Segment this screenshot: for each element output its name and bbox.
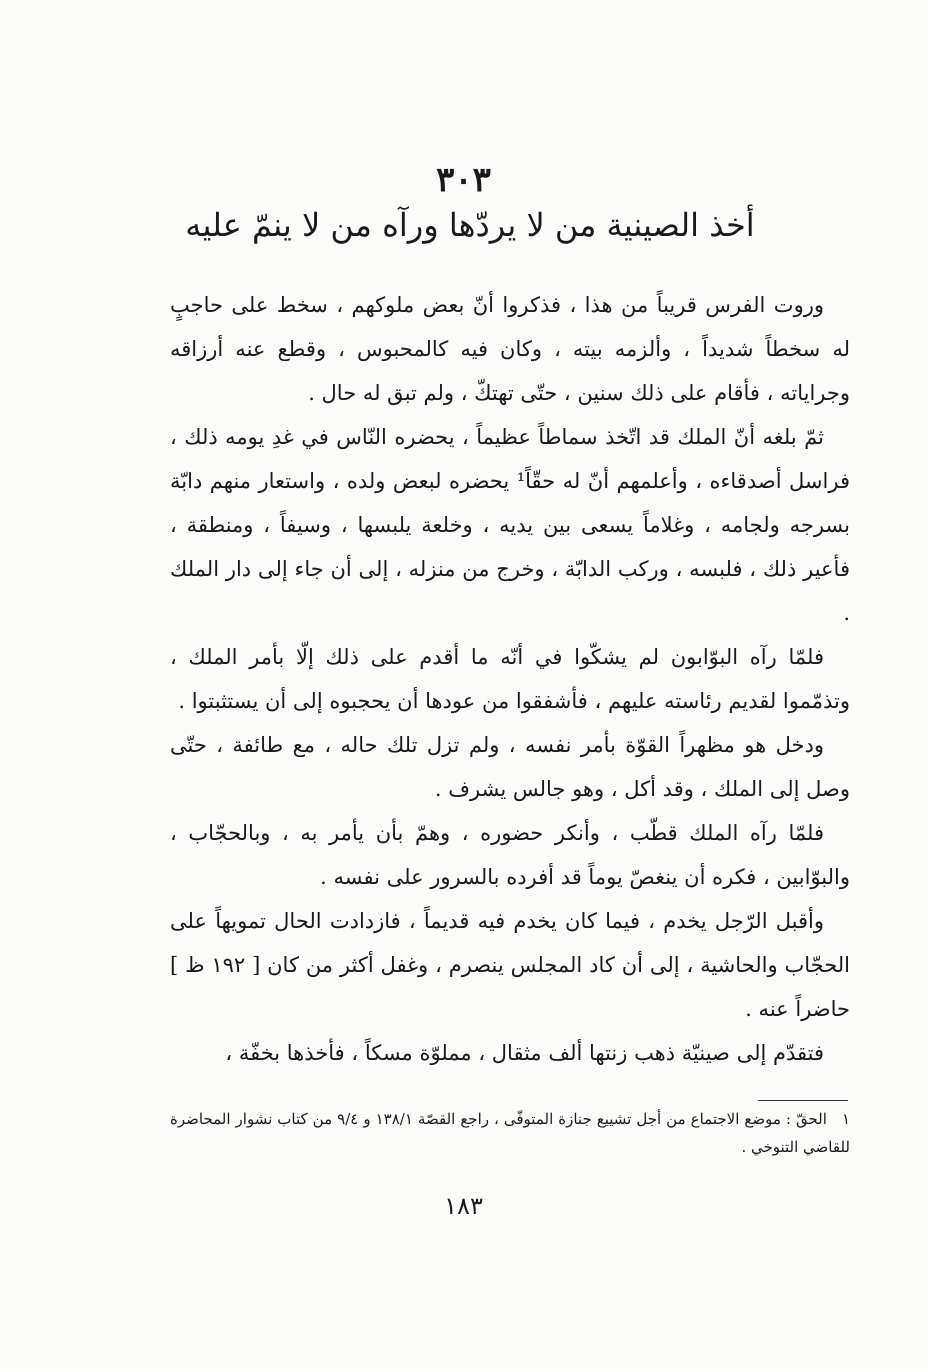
paragraph: وأقبل الرّجل يخدم ، فيما كان يخدم فيه قديماً ، فازدادت الحال تمويهاً على الحجّاب والحاشية ، إلى أن كاد المجلس ينصرم ، وغفل أكثر من كان [ ١٩٢ ظ ] حاضراً عنه .: [170, 909, 850, 1021]
paragraph: ثمّ بلغه أنّ الملك قد اتّخذ سماطاً عظيماً ، يحضره النّاس في غدِ يومه ذلك ، فراسل أصدقاءه ، وأعلمهم أنّ له حقّاً¹ يحضره لبعض ولده ، واستعار منهم دابّة بسرجه ولجامه ، وغلاماً يسعى بين يديه ، وخلعة يلبسها ، وسيفاً ، ومنطقة ، فأعير ذلك ، فلبسه ، وركب الدابّة ، وخرج من منزله ، إلى أن جاء إلى دار الملك .: [170, 425, 850, 625]
story-number: ٣٠٣: [436, 160, 491, 200]
paragraph: وروت الفرس قريباً من هذا ، فذكروا أنّ بعض ملوكهم ، سخط على حاجبٍ له سخطاً شديداً ، وألزمه بيته ، وكان فيه كالمحبوس ، وقطع عنه أرزاقه وجراياته ، فأقام على ذلك سنين ، حتّى تهتكّ ، ولم تبق له حال .: [170, 293, 850, 405]
paragraph: ودخل هو مظهراً القوّة بأمر نفسه ، ولم تزل تلك حاله ، مع طائفة ، حتّى وصل إلى الملك ، وقد أكل ، وهو جالس يشرف .: [170, 733, 850, 801]
paragraph: فلمّا رآه الملك قطّب ، وأنكر حضوره ، وهمّ بأن يأمر به ، وبالحجّاب ، والبوّابين ، فكره أن ينغصّ يوماً قد أفرده بالسرور على نفسه .: [170, 821, 850, 889]
footnote: [170, 1105, 850, 1161]
story-title: أخذ الصينية من لا يردّها ورآه من لا ينمّ عليه: [185, 206, 755, 244]
footnote-divider: [758, 1100, 848, 1101]
paragraph: فتقدّم إلى صينيّة ذهب زنتها ألف مثقال ، مملوّة مسكاً ، فأخذها بخفّة ،: [225, 1041, 824, 1065]
page-number: ١٨٣: [444, 1192, 483, 1220]
footnote-text: الحقّ : موضع الاجتماع من أجل تشييع جنازة المتوفّى ، راجع القصّة ١٣٨/١ و ٩/٤ من كتاب نشوار المحاضرة للقاضي التنوخي .: [170, 1110, 850, 1156]
paragraph: فلمّا رآه البوّابون لم يشكّوا في أنّه ما أقدم على ذلك إلّا بأمر الملك ، وتذمّموا لقديم رئاسته عليهم ، فأشفقوا من عودها أن يحجبوه إلى أن يستثبتوا .: [170, 645, 850, 713]
footnote-mark: ١: [841, 1110, 851, 1128]
body-text: [170, 283, 850, 1075]
